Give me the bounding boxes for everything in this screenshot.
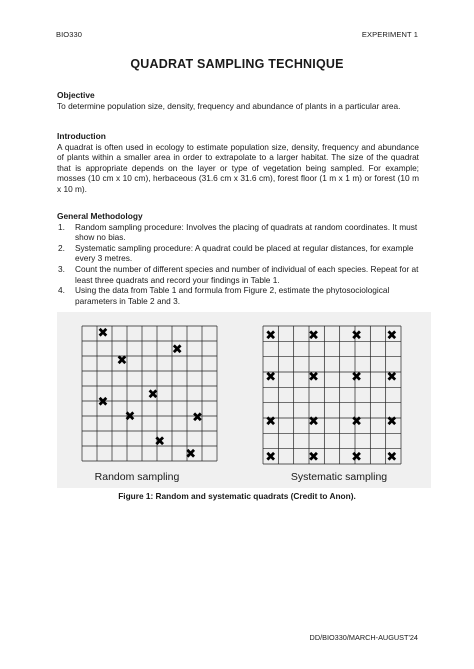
item-text: Count the number of different species and number of individual of each species. Repeat for at least three quadrats and record your findings in Table 1.: [75, 263, 419, 285]
systematic-quadrat-grid: [263, 326, 401, 464]
quadrat-illustration: [57, 312, 431, 488]
quadrat-cross-icon: ✖: [351, 328, 362, 344]
systematic-sampling-label: Systematic sampling: [290, 471, 388, 483]
objective-text: To determine population size, density, frequency and abundance of plants in a particular area.: [57, 100, 401, 111]
footer-document-code: DD/BIO330/MARCH-AUGUST'24: [309, 633, 418, 642]
quadrat-cross-icon: ✖: [308, 449, 320, 465]
quadrat-cross-icon: ✖: [386, 414, 398, 430]
quadrat-cross-icon: ✖: [116, 353, 128, 369]
quadrat-cross-icon: ✖: [147, 387, 159, 403]
quadrat-cross-icon: ✖: [308, 370, 320, 386]
item-text: Systematic sampling procedure: A quadrat could be placed at regular distances, for example every 3 metres.: [75, 242, 414, 264]
page-title: QUADRAT SAMPLING TECHNIQUE: [130, 57, 344, 71]
quadrat-cross-icon: ✖: [97, 326, 109, 342]
item-text: Using the data from Table 1 and formula from Figure 2, estimate the phytosociological parameters in Table 2 and 3.: [75, 285, 390, 306]
quadrat-cross-icon: ✖: [386, 328, 398, 344]
quadrat-cross-icon: ✖: [351, 414, 362, 430]
quadrat-cross-icon: ✖: [154, 434, 166, 450]
quadrat-cross-icon: ✖: [351, 370, 362, 386]
methodology-heading: General Methodology: [57, 211, 143, 221]
item-number: 2.: [58, 242, 65, 253]
systematic-quadrat-markers: [265, 329, 397, 465]
methodology-section: [57, 211, 419, 306]
introduction-heading: Introduction: [57, 131, 106, 141]
introduction-text: A quadrat is often used in ecology to estimate population size, density, frequency and abundance of plants within a smaller area in order to extrapolate to a larger habitat. The size of the quadrat that is appropriate depends on the layer or type of vegetation being sampled. For example; mosses (10 cm x 10 cm), herbaceous (31.6 cm x 31.6 cm), forest floor (1 m x 1 m) or forest (10 m x 10 m).: [57, 141, 419, 194]
item-text: Random sampling procedure: Involves the placing of quadrats at random coordinates. It must show no bias.: [75, 221, 418, 243]
methodology-list: [57, 222, 419, 307]
methodology-item: [57, 285, 419, 306]
quadrat-cross-icon: ✖: [171, 342, 183, 358]
header-experiment-number: EXPERIMENT 1: [361, 30, 418, 39]
methodology-item: [57, 264, 419, 285]
quadrat-cross-icon: ✖: [308, 414, 320, 430]
figure-caption: Figure 1: Random and systematic quadrats (Credit to Anon).: [118, 491, 356, 501]
quadrat-cross-icon: ✖: [265, 449, 277, 465]
quadrat-cross-icon: ✖: [386, 449, 398, 465]
quadrat-cross-icon: ✖: [124, 409, 136, 425]
random-sampling-label: Random sampling: [94, 471, 180, 483]
quadrat-cross-icon: ✖: [308, 328, 320, 344]
methodology-item: [57, 222, 419, 243]
header-course-code: BIO330: [56, 30, 83, 39]
quadrat-figure: [57, 312, 431, 488]
quadrat-cross-icon: ✖: [351, 449, 362, 465]
quadrat-cross-icon: ✖: [265, 328, 277, 344]
quadrat-cross-icon: ✖: [185, 446, 197, 462]
objective-heading: Objective: [57, 90, 95, 100]
quadrat-cross-icon: ✖: [265, 370, 277, 386]
methodology-item: [57, 243, 419, 264]
item-number: 4.: [58, 285, 65, 296]
item-number: 3.: [58, 263, 65, 274]
quadrat-cross-icon: ✖: [192, 410, 203, 426]
quadrat-cross-icon: ✖: [97, 395, 109, 411]
introduction-section: [57, 131, 419, 195]
item-number: 1.: [58, 221, 65, 232]
quadrat-cross-icon: ✖: [265, 414, 277, 430]
quadrat-cross-icon: ✖: [386, 370, 398, 386]
objective-section: [57, 90, 419, 111]
